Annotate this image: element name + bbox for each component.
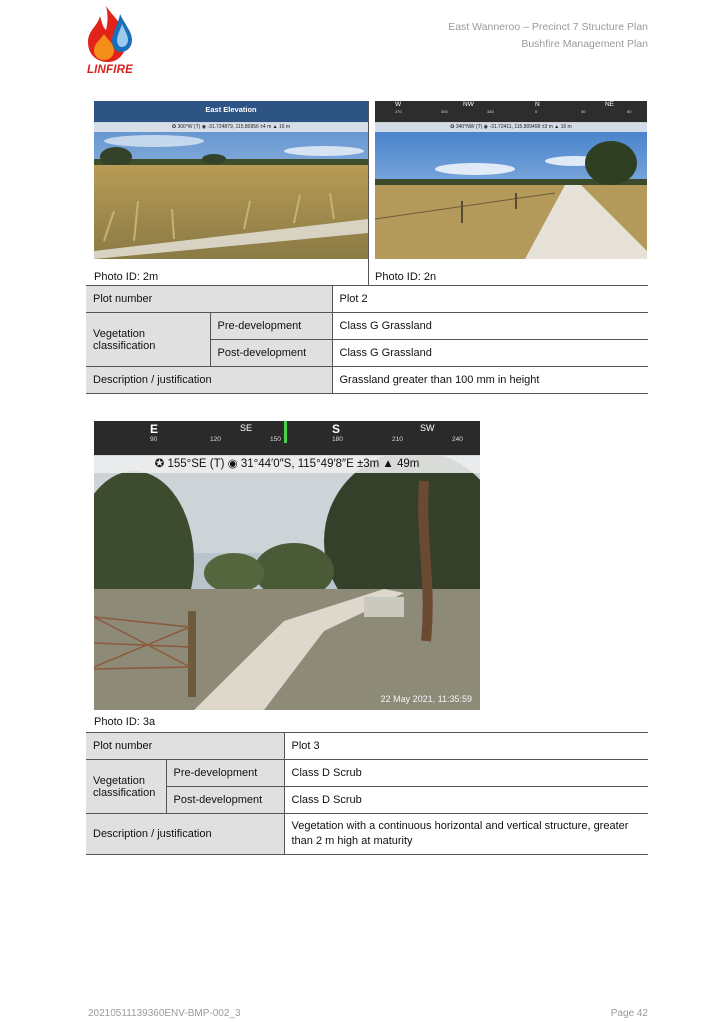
plot-number-row [86, 733, 648, 760]
tick: 90 [150, 436, 158, 443]
plot-number-label: Plot number [86, 733, 284, 760]
compass-n: N [535, 101, 540, 108]
plot-3-table [86, 732, 648, 855]
tick: 180 [332, 436, 343, 443]
post-development-row [86, 787, 648, 814]
footer-document-id: 20210511139360ENV-BMP-002_3 [88, 1008, 241, 1019]
photo-2m-caption: Photo ID: 2m [94, 271, 159, 283]
tick: 240 [452, 436, 463, 443]
tick: 0 [535, 109, 538, 114]
photo-2n [375, 101, 647, 259]
linfire-logo [84, 4, 136, 80]
document-subtitle: Bushfire Management Plan [521, 38, 648, 50]
post-development-value: Class D Scrub [284, 787, 648, 814]
description-value: Grassland greater than 100 mm in height [332, 367, 648, 394]
tick: 210 [392, 436, 403, 443]
photo-2m-overlay: ✪ 300°W (T) ◉ -31.724879, 115.80956 ±4 m ▲ 16 m [94, 122, 368, 132]
photo-3a-ticks [94, 436, 480, 445]
compass-ne: NE [605, 101, 615, 108]
vegetation-classification-label: Vegetation classification [86, 313, 210, 367]
photo-2n-overlay: ✪ 340°NW (T) ◉ -31.72411, 115.809499 ±3 m ▲ 16 m [375, 122, 647, 132]
plot-number-value: Plot 2 [332, 286, 648, 313]
post-development-value: Class G Grassland [332, 340, 648, 367]
plot-number-label: Plot number [86, 286, 332, 313]
caption-divider [368, 101, 369, 286]
tick: 150 [270, 436, 281, 443]
photo-3a-compass [94, 421, 480, 437]
description-row [86, 814, 648, 855]
plot-number-value: Plot 3 [284, 733, 648, 760]
pre-development-row [86, 760, 648, 787]
description-label: Description / justification [86, 814, 284, 855]
plot-number-row [86, 286, 648, 313]
tick: 60 [627, 109, 632, 114]
tick: 30 [581, 109, 586, 114]
photo-2n-caption: Photo ID: 2n [375, 271, 437, 283]
compass-e: E [150, 422, 159, 436]
photo-2m [94, 101, 368, 259]
pre-development-label: Pre-development [166, 760, 284, 787]
description-row [86, 367, 648, 394]
vegetation-classification-label: Vegetation classification [86, 760, 166, 814]
compass-nw: NW [463, 101, 474, 108]
compass-sw: SW [420, 423, 435, 433]
logo-text: LINFIRE [86, 64, 134, 76]
photo-2n-ticks [375, 109, 647, 117]
pre-development-row [86, 313, 648, 340]
compass-s: S [332, 422, 341, 436]
compass-w: W [395, 101, 402, 108]
document-title: East Wanneroo – Precinct 7 Structure Plan [448, 21, 648, 33]
post-development-label: Post-development [210, 340, 332, 367]
photo-3a-timestamp: 22 May 2021, 11:35:59 [380, 694, 472, 704]
tick: 300 [441, 109, 448, 114]
tick: 120 [210, 436, 221, 443]
description-value: Vegetation with a continuous horizontal and vertical structure, greater than 2 m high at maturity [284, 814, 648, 855]
pre-development-label: Pre-development [210, 313, 332, 340]
description-label: Description / justification [86, 367, 332, 394]
footer-page-number: Page 42 [610, 1008, 648, 1019]
pre-development-value: Class D Scrub [284, 760, 648, 787]
tick: 330 [487, 109, 494, 114]
tick: 270 [395, 109, 402, 114]
photo-3a-caption: Photo ID: 3a [94, 716, 156, 728]
plot-2-table [86, 285, 648, 394]
post-development-label: Post-development [166, 787, 284, 814]
flame-drop-icon [84, 4, 136, 64]
photo-3a [94, 421, 480, 710]
compass-se: SE [240, 423, 253, 433]
photo-2m-banner: East Elevation [205, 105, 257, 114]
pre-development-value: Class G Grassland [332, 313, 648, 340]
photo-3a-overlay: ✪ 155°SE (T) ◉ 31°44′0″S, 115°49′8″E ±3m ▲ 49m [94, 455, 480, 473]
